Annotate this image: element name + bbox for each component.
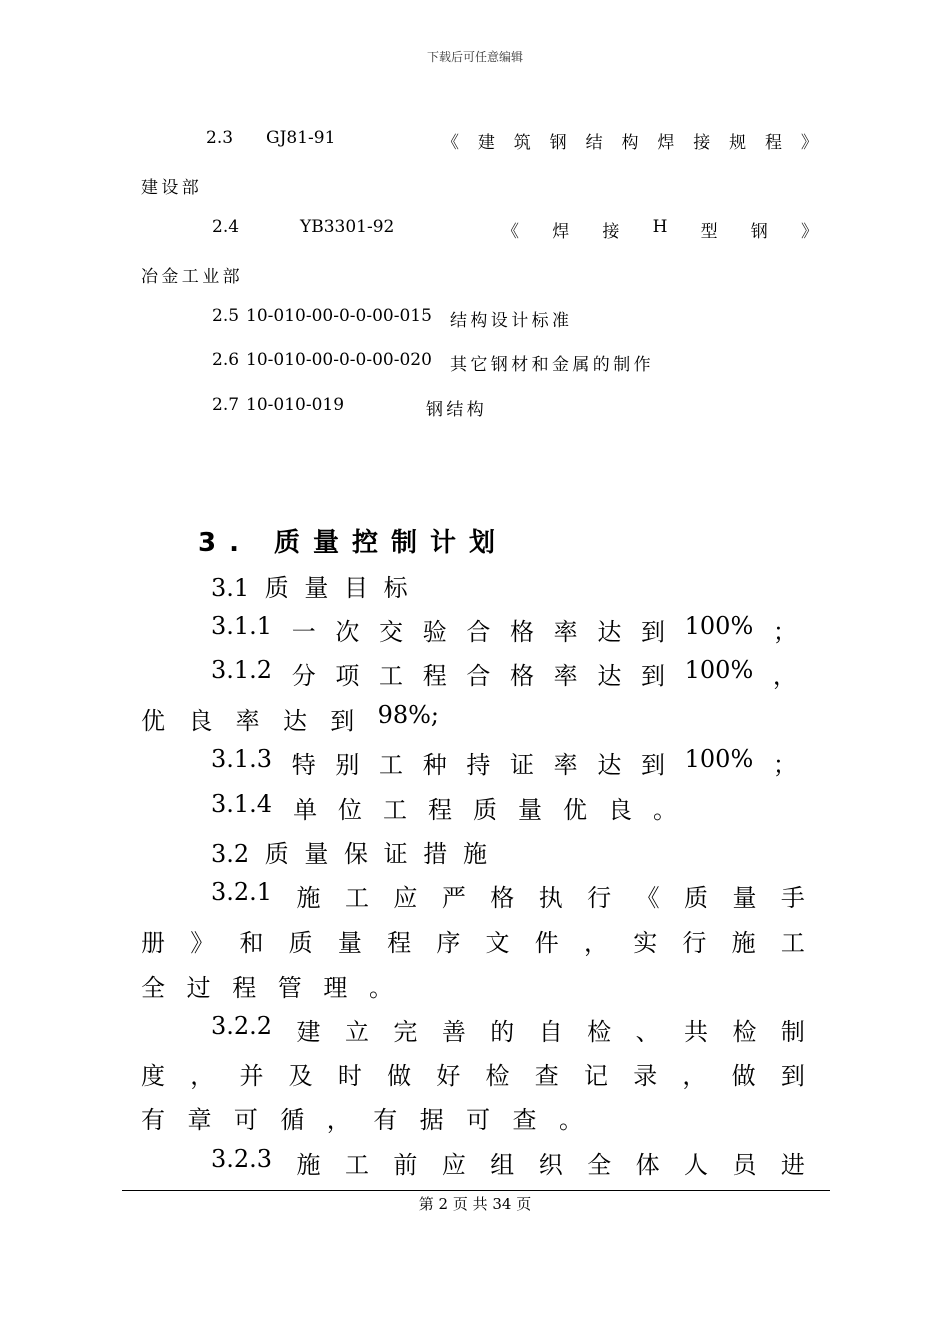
text-token: 理 xyxy=(323,974,348,1002)
text-token: 达 xyxy=(597,751,622,779)
text-token: 构 xyxy=(621,133,639,153)
text-token: 交 xyxy=(379,618,404,646)
text-token: 3.2.2 xyxy=(211,1012,273,1040)
text-token: 质 xyxy=(473,796,497,824)
text-token: 格 xyxy=(510,618,535,646)
text-token: 持 xyxy=(466,751,491,779)
text-token: 的 xyxy=(490,1018,515,1046)
text-token: 据 xyxy=(419,1106,444,1134)
ref-2-4-number: 2.4 xyxy=(212,217,240,237)
text-token: 《 xyxy=(502,222,519,242)
text-token: 量 xyxy=(337,929,362,957)
text-token: 严 xyxy=(441,884,466,912)
text-token: 98%; xyxy=(377,701,439,729)
text-token: 证 xyxy=(510,751,535,779)
text-token: 程 xyxy=(422,662,447,690)
text-token: 格 xyxy=(490,884,515,912)
text-token: 立 xyxy=(344,1018,369,1046)
measure-3-2-1-cont2 xyxy=(141,968,393,1003)
text-token: 。 xyxy=(558,1106,583,1134)
text-token: ； xyxy=(772,751,797,779)
text-token: 100% xyxy=(684,612,754,640)
text-token: 手 xyxy=(780,884,805,912)
text-token: 查 xyxy=(512,1106,537,1134)
text-token: 查 xyxy=(534,1062,559,1090)
text-token: 执 xyxy=(538,884,563,912)
text-token: 检 xyxy=(485,1062,510,1090)
text-token: 册 xyxy=(141,929,165,957)
text-token: 特 xyxy=(291,751,316,779)
text-token: 管 xyxy=(277,974,302,1002)
text-token: 程 xyxy=(387,929,412,957)
measure-3-2-2-cont2 xyxy=(141,1100,583,1135)
goal-3-1-3 xyxy=(211,745,797,780)
ref-2-7-title: 钢结构 xyxy=(426,400,488,420)
text-token: 。 xyxy=(652,796,677,824)
text-token: 及 xyxy=(288,1062,313,1090)
text-token: 良 xyxy=(188,707,213,735)
text-token: 工 xyxy=(344,1151,369,1179)
text-token: 》 xyxy=(190,929,215,957)
text-token: 3.2.1 xyxy=(211,878,273,906)
text-token: 优 xyxy=(562,796,587,824)
ref-2-6-title: 其它钢材和金属的制作 xyxy=(450,355,654,375)
goal-3-1-4 xyxy=(211,790,677,825)
text-token: 工 xyxy=(379,751,404,779)
text-token: 记 xyxy=(583,1062,608,1090)
text-token: 3.1.4 xyxy=(211,790,273,818)
text-token: 钢 xyxy=(549,133,567,153)
measure-3-2-2 xyxy=(211,1012,805,1047)
text-token: 《 xyxy=(635,884,660,912)
text-token: 施 xyxy=(296,1151,321,1179)
text-token: 率 xyxy=(553,618,578,646)
text-token: 共 xyxy=(684,1018,709,1046)
page-header: 下载后可任意编辑 xyxy=(426,50,523,64)
text-token: 前 xyxy=(393,1151,418,1179)
text-token: 结 xyxy=(585,133,603,153)
text-token: H xyxy=(652,217,668,237)
measure-3-2-1 xyxy=(211,878,805,913)
text-token: 分 xyxy=(291,662,316,690)
text-token: ， xyxy=(583,929,608,957)
text-token: 工 xyxy=(379,662,404,690)
text-token: 。 xyxy=(368,974,393,1002)
text-token: ， xyxy=(772,662,797,690)
text-token: 织 xyxy=(538,1151,563,1179)
text-token: 《 xyxy=(442,133,459,153)
text-token: 100% xyxy=(684,656,754,684)
text-token: 组 xyxy=(490,1151,515,1179)
measure-3-2-1-cont1 xyxy=(141,923,805,958)
text-token: 合 xyxy=(466,662,491,690)
text-token: 一 xyxy=(291,618,316,646)
text-token: 型 xyxy=(700,222,718,242)
text-token: 良 xyxy=(607,796,632,824)
measure-3-2-2-cont1 xyxy=(141,1056,805,1091)
text-token: 焊 xyxy=(552,222,570,242)
text-token: 建 xyxy=(477,133,495,153)
text-token: 做 xyxy=(387,1062,412,1090)
text-token: 序 xyxy=(436,929,461,957)
text-token: 有 xyxy=(373,1106,398,1134)
text-token: 率 xyxy=(553,662,578,690)
text-token: 》 xyxy=(800,222,818,242)
text-token: 应 xyxy=(393,884,418,912)
text-token: 到 xyxy=(640,618,665,646)
text-token: 到 xyxy=(330,707,355,735)
text-token: 完 xyxy=(393,1018,418,1046)
footer-rule xyxy=(122,1190,830,1191)
goal-3-1-2 xyxy=(211,656,797,691)
text-token: 合 xyxy=(466,618,491,646)
text-token: 、 xyxy=(635,1018,660,1046)
text-token: 检 xyxy=(732,1018,757,1046)
text-token: 3.1.1 xyxy=(211,612,273,640)
text-token: 到 xyxy=(640,662,665,690)
text-token: 验 xyxy=(422,618,447,646)
text-token: ； xyxy=(772,618,797,646)
text-token: 程 xyxy=(232,974,257,1002)
text-token: 检 xyxy=(587,1018,612,1046)
ref-2-3-issuer: 建设部 xyxy=(141,178,203,198)
text-token: 钢 xyxy=(750,222,768,242)
text-token: 工 xyxy=(344,884,369,912)
ref-2-5-code: 10-010-00-0-0-00-015 xyxy=(246,306,432,326)
ref-2-6-number: 2.6 xyxy=(212,350,240,370)
text-token: 制 xyxy=(780,1018,805,1046)
text-token: 单 xyxy=(293,796,318,824)
text-token: 焊 xyxy=(657,133,675,153)
text-token: 员 xyxy=(732,1151,757,1179)
ref-2-4-issuer: 冶金工业部 xyxy=(141,267,243,287)
text-token: 种 xyxy=(422,751,447,779)
text-token: 文 xyxy=(485,929,510,957)
ref-2-5-number: 2.5 xyxy=(212,306,240,326)
text-token: 3.1.3 xyxy=(211,745,273,773)
text-token: 到 xyxy=(640,751,665,779)
ref-2-6-code: 10-010-00-0-0-00-020 xyxy=(246,350,432,370)
text-token: 全 xyxy=(587,1151,612,1179)
text-token: 3.2.3 xyxy=(211,1145,273,1173)
text-token: 体 xyxy=(635,1151,660,1179)
text-token: 工 xyxy=(780,929,805,957)
text-token: 时 xyxy=(337,1062,362,1090)
text-token: 格 xyxy=(510,662,535,690)
text-token: 接 xyxy=(693,133,711,153)
text-token: 应 xyxy=(441,1151,466,1179)
ref-2-3-number: 2.3 xyxy=(206,128,234,148)
ref-2-7-code: 10-010-019 xyxy=(246,395,345,415)
text-token: 量 xyxy=(517,796,542,824)
text-token: 达 xyxy=(597,618,622,646)
text-token: 人 xyxy=(684,1151,709,1179)
ref-2-3-code: GJ81-91 xyxy=(266,128,336,148)
text-token: 别 xyxy=(335,751,360,779)
ref-2-4-code: YB3301-92 xyxy=(300,217,395,237)
text-token: 可 xyxy=(466,1106,491,1134)
text-token: ， xyxy=(190,1062,215,1090)
ref-2-4-title xyxy=(502,217,818,242)
text-token: 行 xyxy=(682,929,707,957)
measure-3-2-3 xyxy=(211,1145,805,1180)
text-token: 3.1.2 xyxy=(211,656,273,684)
text-token: 施 xyxy=(731,929,756,957)
text-token: 进 xyxy=(780,1151,805,1179)
text-token: ， xyxy=(682,1062,707,1090)
text-token: 达 xyxy=(597,662,622,690)
text-token: 工 xyxy=(383,796,408,824)
text-token: 优 xyxy=(141,707,165,735)
ref-2-7-number: 2.7 xyxy=(212,395,240,415)
text-token: 质 xyxy=(288,929,313,957)
text-token: 到 xyxy=(780,1062,805,1090)
text-token: 自 xyxy=(538,1018,563,1046)
text-token: 建 xyxy=(296,1018,321,1046)
text-token: 和 xyxy=(239,929,264,957)
text-token: 程 xyxy=(428,796,453,824)
text-token: 筑 xyxy=(513,133,531,153)
text-token: 做 xyxy=(731,1062,756,1090)
text-token: 实 xyxy=(633,929,658,957)
text-token: 善 xyxy=(441,1018,466,1046)
page-footer: 第 2 页 共 34 页 xyxy=(418,1195,532,1213)
text-token: 度 xyxy=(141,1062,165,1090)
text-token: 施 xyxy=(296,884,321,912)
measures-heading: 3.2 质 量 保 证 措 施 xyxy=(211,840,487,868)
text-token: 率 xyxy=(235,707,260,735)
section-title: 3. 质量控制计划 xyxy=(198,528,509,558)
goal-heading: 3.1 质 量 目 标 xyxy=(211,574,408,602)
ref-2-3-title xyxy=(442,128,818,153)
text-token: 全 xyxy=(141,974,165,1002)
text-token: 达 xyxy=(282,707,307,735)
text-token: 录 xyxy=(633,1062,658,1090)
text-token: 可 xyxy=(233,1106,258,1134)
text-token: 》 xyxy=(800,133,818,153)
text-token: 接 xyxy=(602,222,620,242)
text-token: 有 xyxy=(141,1106,165,1134)
text-token: 件 xyxy=(534,929,559,957)
text-token: ， xyxy=(326,1106,351,1134)
text-token: 好 xyxy=(436,1062,461,1090)
text-token: 循 xyxy=(280,1106,305,1134)
goal-3-1-1 xyxy=(211,612,797,647)
text-token: 程 xyxy=(765,133,783,153)
text-token: 章 xyxy=(187,1106,212,1134)
text-token: 100% xyxy=(684,745,754,773)
text-token: 过 xyxy=(186,974,211,1002)
text-token: 规 xyxy=(729,133,747,153)
text-token: 项 xyxy=(335,662,360,690)
ref-2-5-title: 结构设计标准 xyxy=(450,311,573,331)
text-token: 行 xyxy=(587,884,612,912)
text-token: 质 xyxy=(684,884,709,912)
text-token: 位 xyxy=(338,796,363,824)
goal-3-1-2-cont xyxy=(141,701,439,736)
text-token: 次 xyxy=(335,618,360,646)
text-token: 量 xyxy=(732,884,757,912)
text-token: 率 xyxy=(553,751,578,779)
text-token: 并 xyxy=(239,1062,264,1090)
